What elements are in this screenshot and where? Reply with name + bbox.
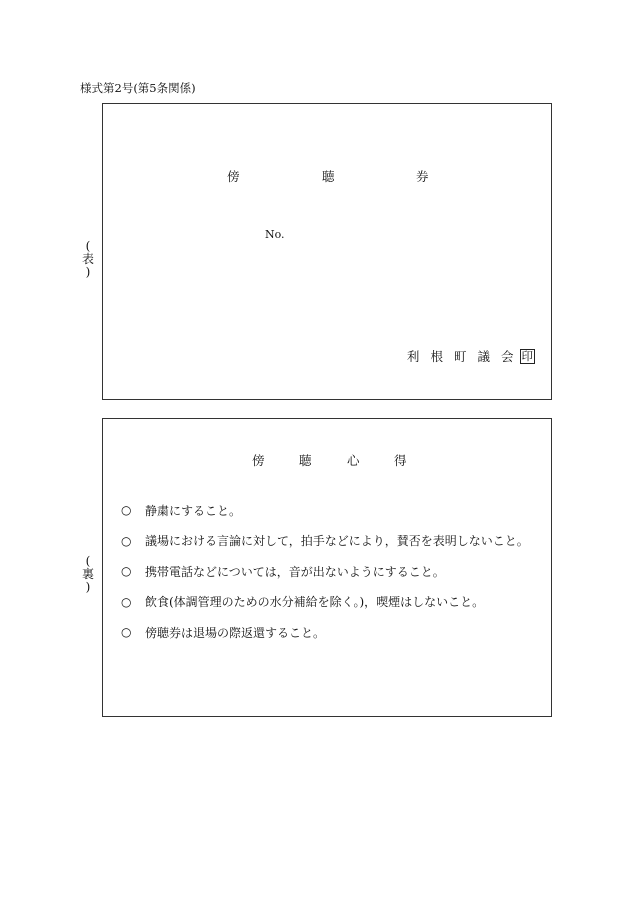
ticket-back-card	[102, 418, 552, 717]
rules-title-char-4: 得	[394, 453, 407, 468]
ticket-title-char-3: 券	[416, 169, 429, 184]
circle-bullet-icon: ○	[121, 533, 132, 548]
circle-bullet-icon: ○	[121, 503, 132, 518]
back-side-label-text: 裏	[81, 567, 94, 581]
front-side-label-text: 表	[81, 252, 94, 266]
ticket-number-label: No.	[265, 228, 285, 241]
issuer-char-2: 根	[430, 349, 443, 364]
back-side-label-open: (	[85, 554, 91, 568]
front-side-label-open: (	[85, 239, 91, 253]
front-side-label-close: )	[85, 265, 91, 279]
rule-text: 静粛にすること。	[145, 503, 242, 518]
issuer-char-4: 議	[477, 349, 490, 364]
issuer-char-5: 会	[500, 349, 514, 364]
issuer-char-3: 町	[453, 349, 467, 364]
rule-text: 飲食(体調管理のための水分補給を除く。)，喫煙はしないこと。	[145, 595, 485, 610]
rule-text: 傍聴券は退場の際返還すること。	[145, 625, 326, 640]
rule-item	[121, 526, 529, 557]
rules-title-char-1: 傍	[252, 453, 265, 468]
issuer-name	[396, 347, 535, 365]
seal-stamp-box: 印	[521, 348, 533, 363]
ticket-front-card	[102, 103, 552, 400]
rule-text: 携帯電話などについては，音が出ないようにすること。	[145, 564, 445, 579]
circle-bullet-icon: ○	[121, 594, 132, 609]
rules-list	[121, 495, 529, 648]
ticket-title-char-1: 傍	[227, 169, 240, 184]
back-side-label-close: )	[85, 580, 91, 594]
form-number-label: 様式第2号(第5条関係)	[80, 81, 196, 95]
issuer-char-1: 利	[406, 349, 420, 364]
rule-item	[121, 495, 529, 526]
rule-item	[121, 587, 529, 618]
rules-title-char-3: 心	[347, 453, 360, 468]
front-side-label	[80, 240, 96, 279]
circle-bullet-icon: ○	[121, 625, 132, 640]
rules-title-char-2: 聴	[299, 453, 312, 468]
ticket-title-char-2: 聴	[322, 169, 335, 184]
rule-text: 議場における言論に対して，拍手などにより，賛否を表明しないこと。	[145, 534, 529, 549]
back-side-label	[80, 555, 96, 594]
rule-item	[121, 556, 529, 587]
circle-bullet-icon: ○	[121, 564, 132, 579]
rule-item	[121, 617, 529, 648]
